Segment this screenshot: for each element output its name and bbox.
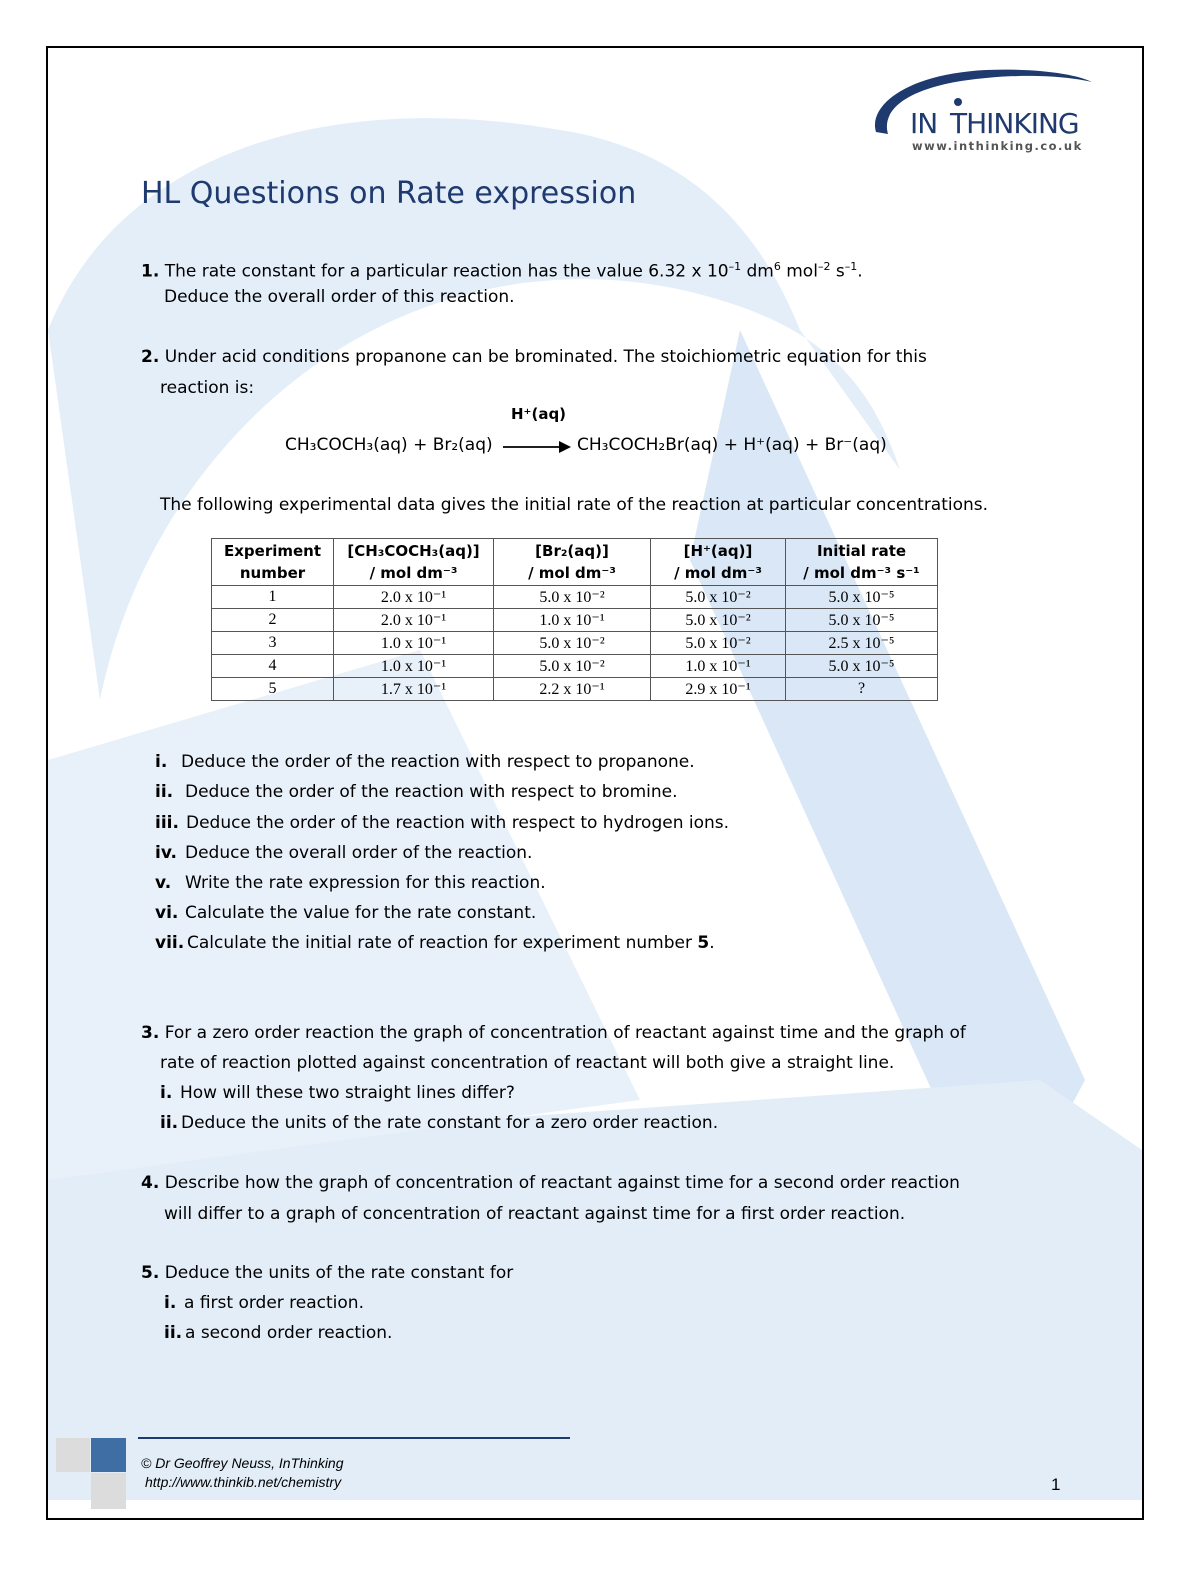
table-cell: 2 — [212, 609, 334, 632]
part-label: i. — [160, 1083, 173, 1103]
footer-square-blue — [91, 1438, 126, 1472]
table-cell: 2.5 x 10⁻⁵ — [786, 632, 938, 655]
question-number: 1. — [141, 261, 160, 282]
table-cell: 5.0 x 10⁻² — [494, 586, 651, 609]
equation-products: CH₃COCH₂Br(aq) + H⁺(aq) + Br⁻(aq) — [577, 435, 887, 455]
part-text: a first order reaction. — [184, 1293, 364, 1313]
part-label: i. — [164, 1293, 177, 1313]
exponent: –1 — [844, 260, 858, 273]
question-2-part-vi — [155, 902, 536, 924]
equation-reactants: CH₃COCH₃(aq) + Br₂(aq) — [285, 435, 493, 455]
table-row — [212, 632, 938, 655]
question-4-line-2: will differ to a graph of concentration of reactant against time for a first order reaction. — [164, 1204, 906, 1224]
unit: dm — [741, 261, 774, 282]
question-5-part-ii — [164, 1322, 392, 1344]
table-row — [212, 678, 938, 701]
question-1-line-2: Deduce the overall order of this reaction. — [164, 287, 515, 307]
table-cell: 5.0 x 10⁻² — [494, 632, 651, 655]
table-cell: 5.0 x 10⁻⁵ — [786, 655, 938, 678]
table-cell: 5.0 x 10⁻² — [651, 609, 786, 632]
question-number: 5. — [141, 1263, 160, 1283]
part-label: vii. — [155, 933, 185, 953]
question-2-part-ii — [155, 781, 678, 803]
part-label: vi. — [155, 903, 179, 923]
part-label: iv. — [155, 843, 177, 863]
unit: s — [830, 261, 845, 282]
part-label: v. — [155, 873, 172, 893]
rate-constant-value: 6.32 x 10 — [648, 261, 729, 282]
question-3 — [141, 1022, 966, 1044]
svg-text:THINKING: THINKING — [950, 107, 1079, 140]
question-5-part-i — [164, 1292, 364, 1314]
unit: mol — [780, 261, 818, 282]
question-text: Deduce the units of the rate constant for — [164, 1263, 514, 1283]
table-row — [212, 655, 938, 678]
table-cell: 3 — [212, 632, 334, 655]
part-text: Calculate the value for the rate constant. — [185, 903, 537, 923]
table-row — [212, 609, 938, 632]
catalyst-label: H⁺(aq) — [511, 405, 567, 423]
part-label: ii. — [164, 1323, 183, 1343]
svg-text:www.inthinking.co.uk: www.inthinking.co.uk — [912, 139, 1083, 153]
table-cell: ? — [786, 678, 938, 701]
part-label: i. — [155, 752, 168, 772]
question-2 — [141, 346, 927, 368]
question-2-line-2: reaction is: — [160, 378, 255, 398]
part-text: Write the rate expression for this reaction. — [185, 873, 546, 893]
exponent: –1 — [728, 260, 742, 273]
question-text: The rate constant for a particular reaction has the value — [164, 261, 649, 282]
question-text: For a zero order reaction the graph of concentration of reactant against time and the graph of — [164, 1023, 966, 1043]
part-text: a second order reaction. — [185, 1323, 393, 1343]
table-cell: 1.0 x 10⁻¹ — [334, 655, 494, 678]
part-label: iii. — [155, 813, 179, 833]
table-cell: 5 — [212, 678, 334, 701]
table-cell: 1.7 x 10⁻¹ — [334, 678, 494, 701]
question-3-part-i — [160, 1082, 515, 1104]
table-cell: 2.0 x 10⁻¹ — [334, 586, 494, 609]
table-header-cell: Initial rate / mol dm⁻³ s⁻¹ — [786, 539, 938, 586]
experiment-number: 5 — [697, 933, 710, 953]
page-title: HL Questions on Rate expression — [141, 176, 637, 211]
part-text: Deduce the overall order of the reaction. — [185, 843, 533, 863]
part-text: Calculate the initial rate of reaction for experiment number — [187, 933, 698, 953]
table-cell: 4 — [212, 655, 334, 678]
table-cell: 1.0 x 10⁻¹ — [651, 655, 786, 678]
footer-copyright: © Dr Geoffrey Neuss, InThinking — [141, 1455, 344, 1471]
table-cell: 1.0 x 10⁻¹ — [494, 609, 651, 632]
question-4 — [141, 1172, 960, 1194]
table-cell: 1.0 x 10⁻¹ — [334, 632, 494, 655]
table-cell: 5.0 x 10⁻² — [651, 632, 786, 655]
exponent: –2 — [817, 260, 831, 273]
part-text: Deduce the order of the reaction with respect to bromine. — [185, 782, 678, 802]
exponent: 6 — [773, 260, 781, 273]
part-text: How will these two straight lines differ? — [180, 1083, 515, 1103]
punctuation: . — [857, 261, 863, 282]
table-cell: 5.0 x 10⁻² — [651, 586, 786, 609]
table-cell: 2.0 x 10⁻¹ — [334, 609, 494, 632]
part-label: ii. — [160, 1113, 179, 1133]
question-3-line-2: rate of reaction plotted against concentration of reactant will both give a straight line. — [160, 1053, 895, 1073]
reaction-arrow-icon — [503, 440, 571, 454]
part-text: Deduce the order of the reaction with respect to hydrogen ions. — [186, 813, 730, 833]
table-row — [212, 586, 938, 609]
page-number: 1 — [1051, 1475, 1061, 1494]
footer-square-grey — [56, 1438, 90, 1472]
table-header-row — [212, 539, 938, 586]
part-label: ii. — [155, 782, 174, 802]
question-5 — [141, 1262, 513, 1284]
table-header-cell: [H⁺(aq)] / mol dm⁻³ — [651, 539, 786, 586]
question-2-part-v — [155, 872, 546, 894]
table-header-cell: [CH₃COCH₃(aq)] / mol dm⁻³ — [334, 539, 494, 586]
table-cell: 5.0 x 10⁻² — [494, 655, 651, 678]
table-cell: 1 — [212, 586, 334, 609]
footer-square-grey — [91, 1473, 126, 1509]
question-2-part-iii — [155, 812, 729, 834]
data-intro: The following experimental data gives the initial rate of the reaction at particular concentrations. — [160, 495, 989, 515]
question-number: 3. — [141, 1023, 160, 1043]
table-cell: 2.9 x 10⁻¹ — [651, 678, 786, 701]
punctuation: . — [709, 933, 715, 953]
part-text: Deduce the units of the rate constant for a zero order reaction. — [181, 1113, 719, 1133]
question-1 — [141, 256, 863, 283]
table-cell: 2.2 x 10⁻¹ — [494, 678, 651, 701]
question-number: 4. — [141, 1173, 160, 1193]
table-cell: 5.0 x 10⁻⁵ — [786, 586, 938, 609]
question-text: Describe how the graph of concentration of reactant against time for a second order reaction — [164, 1173, 960, 1193]
rate-data-table — [211, 538, 938, 701]
footer-divider — [138, 1437, 570, 1439]
table-header-cell: Experiment number — [212, 539, 334, 586]
question-text: Under acid conditions propanone can be brominated. The stoichiometric equation for this — [164, 347, 927, 367]
question-2-part-vii — [155, 932, 715, 954]
part-text: Deduce the order of the reaction with respect to propanone. — [181, 752, 695, 772]
question-number: 2. — [141, 347, 160, 367]
table-header-cell: [Br₂(aq)] / mol dm⁻³ — [494, 539, 651, 586]
footer-url: http://www.thinkib.net/chemistry — [145, 1474, 342, 1490]
question-3-part-ii — [160, 1112, 718, 1134]
question-2-part-i — [155, 751, 695, 773]
svg-text:IN: IN — [910, 107, 938, 140]
question-2-part-iv — [155, 842, 532, 864]
table-cell: 5.0 x 10⁻⁵ — [786, 609, 938, 632]
